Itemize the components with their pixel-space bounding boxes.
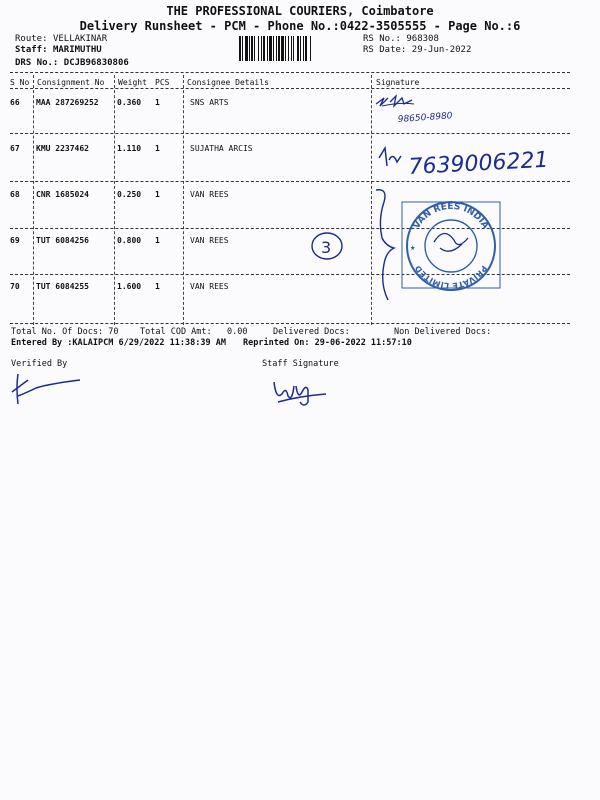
row-consignment: KMU 2237462	[36, 144, 89, 153]
col-sno-header: S No	[10, 78, 30, 87]
staff-signature	[270, 372, 340, 410]
row-weight: 1.600	[117, 282, 142, 291]
totals-line	[11, 327, 119, 337]
row-pcs: 1	[155, 236, 160, 245]
row-weight: 0.250	[117, 190, 142, 199]
row-pcs: 1	[155, 190, 160, 199]
col-signature-header: Signature	[376, 78, 420, 87]
delivered-docs-label: Delivered Docs:	[273, 327, 350, 337]
route-label: Route:	[15, 34, 48, 44]
star-icon: ★	[410, 243, 416, 253]
row-weight: 0.800	[117, 236, 142, 245]
row-consignment: CNR 1685024	[36, 190, 89, 199]
row-sno: 70	[10, 282, 20, 291]
row-weight: 0.360	[117, 98, 142, 107]
total-cod-value: 0.00	[227, 327, 248, 337]
row-consignment: TUT 6084256	[36, 236, 89, 245]
row-consignment: MAA 287269252	[36, 98, 99, 107]
verified-by-label: Verified By	[11, 359, 68, 369]
barcode	[239, 36, 357, 61]
rs-no-line	[363, 34, 439, 44]
staff-value: MARIMUTHU	[52, 45, 102, 55]
row-sno: 69	[10, 236, 20, 245]
row-divider	[10, 133, 570, 134]
table-top-rule	[10, 72, 570, 73]
row-pcs: 1	[155, 144, 160, 153]
runsheet-subtitle: Delivery Runsheet - PCM - Phone No.:0422-3505555 - Page No.:6	[79, 19, 521, 33]
signature-row66	[370, 92, 480, 132]
row67-phone-text: 7639006221	[408, 147, 550, 180]
stamp-top-text: VAN REES INDIA	[411, 201, 491, 231]
column-divider	[33, 75, 34, 325]
rs-date-line	[363, 45, 471, 55]
col-weight-header: Weight	[118, 78, 147, 87]
row-pcs: 1	[155, 98, 160, 107]
staff-label: Staff:	[15, 45, 48, 55]
drs-line	[15, 58, 129, 68]
row-pcs: 1	[155, 282, 160, 291]
row-consignee: SNS ARTS	[190, 98, 229, 107]
row-consignment: TUT 6084255	[36, 282, 89, 291]
cod-line	[140, 327, 248, 337]
rs-no-label: RS No.:	[363, 34, 401, 44]
entered-by: Entered By :KALAIPCM 6/29/2022 11:38:39 AM	[11, 338, 226, 348]
drs-value: DCJB96830806	[63, 58, 129, 68]
row-weight: 1.110	[117, 144, 142, 153]
row-consignee: VAN REES	[190, 236, 229, 245]
signature-row67	[375, 138, 565, 182]
row-consignee: VAN REES	[190, 190, 229, 199]
row-consignee: VAN REES	[190, 282, 229, 291]
col-consignment-header: Consignment No	[37, 78, 105, 87]
rs-date-value: 29-Jun-2022	[411, 45, 472, 55]
route-value: VELLAKINAR	[52, 34, 108, 44]
row-sno: 68	[10, 190, 20, 199]
staff-signature-label: Staff Signature	[262, 359, 339, 369]
company-title: THE PROFESSIONAL COURIERS, Coimbatore	[166, 4, 434, 18]
total-docs-value: 70	[108, 327, 119, 337]
column-divider	[183, 75, 184, 325]
company-stamp	[396, 196, 506, 292]
reprinted-on: Reprinted On: 29-06-2022 11:57:10	[243, 338, 412, 348]
column-divider	[114, 75, 115, 325]
row-consignee: SUJATHA ARCIS	[190, 144, 253, 153]
row-sno: 67	[10, 144, 20, 153]
col-pcs-header: PCS	[155, 78, 170, 87]
circled-count-text: 3	[321, 238, 332, 257]
row-sno: 66	[10, 98, 20, 107]
total-cod-label: Total COD Amt:	[140, 327, 212, 337]
total-docs-label: Total No. Of Docs:	[11, 327, 104, 337]
stamp-bottom-text: PRIVATE LIMITED	[413, 263, 489, 291]
drs-label: DRS No.:	[15, 58, 59, 68]
table-header-rule	[10, 88, 570, 89]
verified-by-signature	[8, 370, 88, 410]
rs-no-value: 968308	[406, 34, 439, 44]
table-bottom-rule	[10, 323, 570, 324]
staff-line	[15, 45, 102, 55]
route-line	[15, 34, 107, 44]
circled-count-annotation	[308, 228, 348, 264]
row66-phone-text: 98650-8980	[397, 111, 453, 125]
rs-date-label: RS Date:	[363, 45, 407, 55]
col-consignee-header: Consignee Details	[187, 78, 269, 87]
non-delivered-docs-label: Non Delivered Docs:	[394, 327, 492, 337]
